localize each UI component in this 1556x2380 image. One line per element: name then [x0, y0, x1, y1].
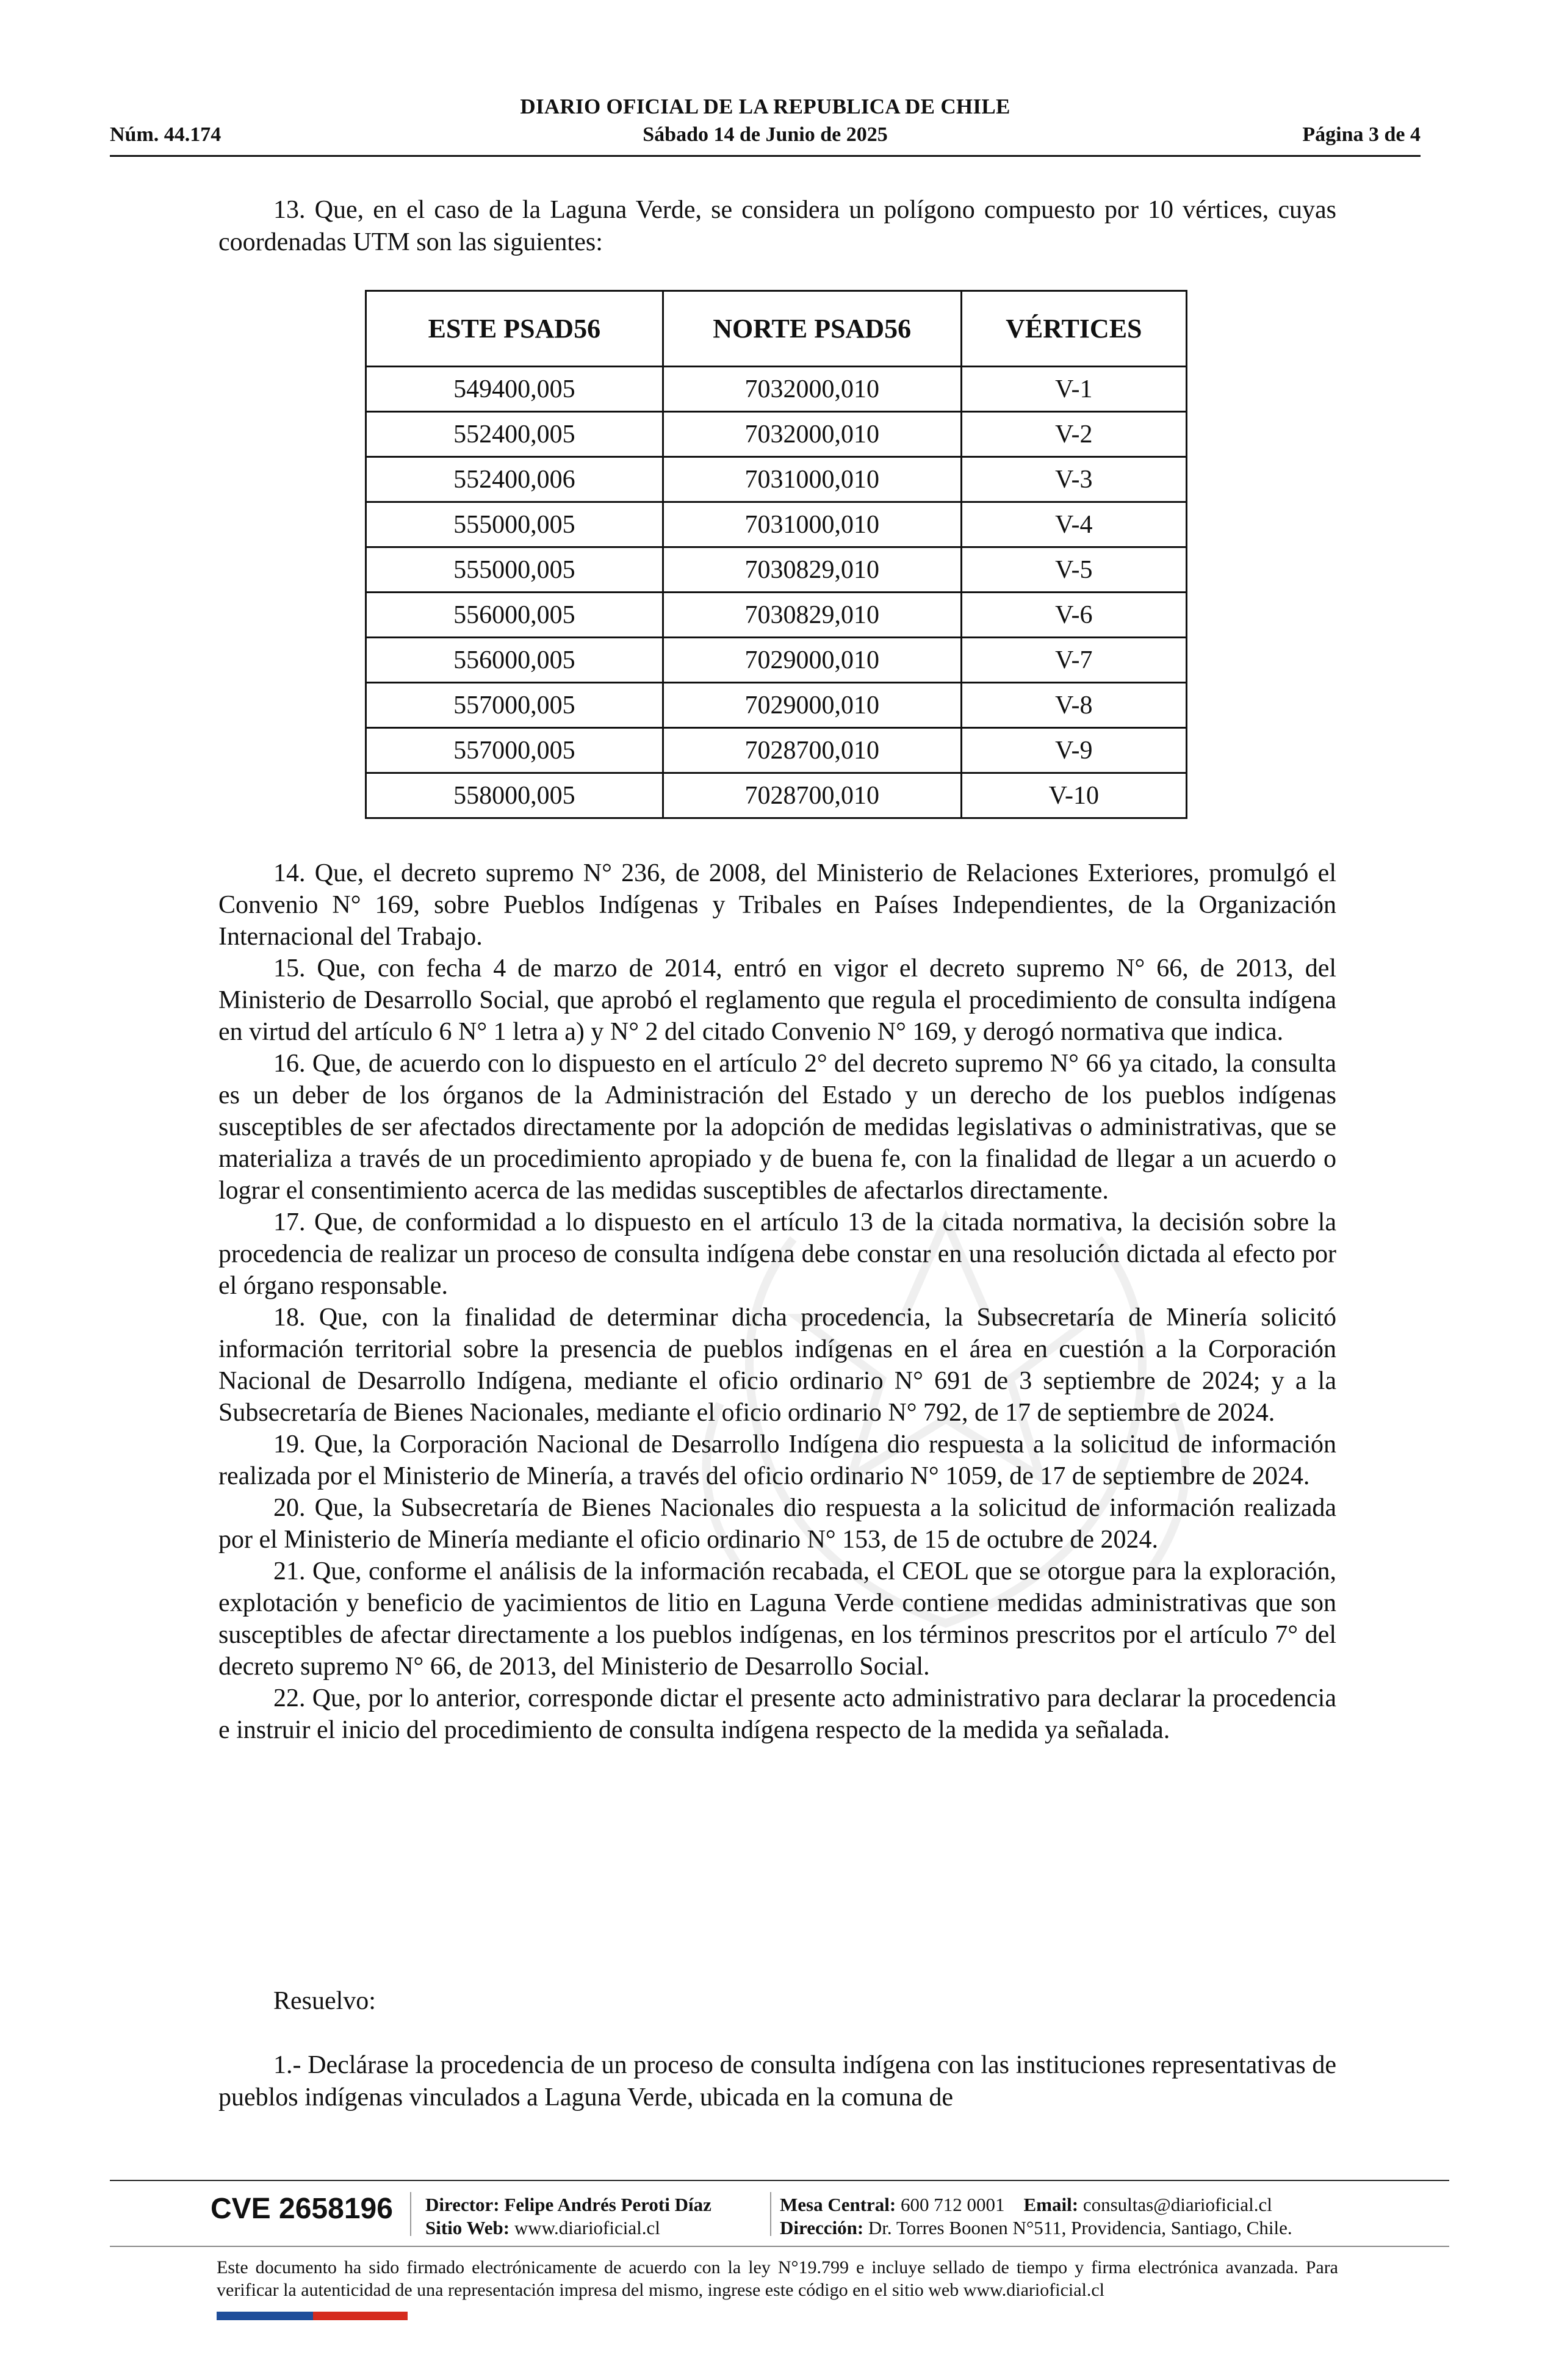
cell-vertice: V-7	[961, 638, 1186, 683]
cell-norte: 7029000,010	[663, 683, 961, 728]
column-header-vertices: VÉRTICES	[961, 291, 1186, 367]
address-text: Dr. Torres Boonen N°511, Providencia, Santiago, Chile.	[868, 2217, 1292, 2238]
considerations-body	[218, 857, 1336, 1746]
table-row	[366, 367, 1187, 412]
table-row	[366, 593, 1187, 638]
cve-code: CVE 2658196	[211, 2193, 393, 2225]
signature-note: Este documento ha sido firmado electrónicamente de acuerdo con la ley N°19.799 e incluye sellado de tiempo y firma electrónica avanzada. Para verificar la autenticidad de una representación impresa del mismo, ingrese este código en el sitio web www.diarioficial.cl	[217, 2257, 1338, 2300]
table-row	[366, 728, 1187, 773]
header-divider	[110, 155, 1421, 157]
cell-este: 557000,005	[366, 683, 663, 728]
paragraph-15: 15. Que, con fecha 4 de marzo de 2014, entró en vigor el decreto supremo N° 66, de 2013, del Ministerio de Desarrollo Social, que aprobó el reglamento que regula el procedimiento de consulta indígena en virtud del artículo 6 N° 1 letra a) y N° 2 del citado Convenio N° 169, y derogó normativa que indica.	[218, 954, 1336, 1046]
paragraph-21: 21. Que, conforme el análisis de la información recabada, el CEOL que se otorgue para la exploración, explotación y beneficio de yacimientos de litio en Laguna Verde contiene medidas administrativas que son susceptibles de afectar directamente a los pueblos indígenas, en los términos prescritos por el artículo 7° del decreto supremo N° 66, de 2013, del Ministerio de Desarrollo Social.	[218, 1557, 1336, 1681]
cell-este: 552400,005	[366, 412, 663, 457]
cell-norte: 7031000,010	[663, 502, 961, 547]
newspaper-title: DIARIO OFICIAL DE LA REPUBLICA DE CHILE	[520, 95, 1010, 118]
paragraph-14: 14. Que, el decreto supremo N° 236, de 2008, del Ministerio de Relaciones Exteriores, promulgó el Convenio N° 169, sobre Pueblos Indígenas y Tribales en Países Independientes, de la Organización Internacional del Trabajo.	[218, 859, 1336, 951]
director-name: Felipe Andrés Peroti Díaz	[504, 2194, 711, 2215]
cell-este: 555000,005	[366, 502, 663, 547]
director-label: Director:	[425, 2194, 500, 2215]
table-row	[366, 547, 1187, 593]
cell-vertice: V-3	[961, 457, 1186, 502]
footer-mid-divider	[110, 2246, 1449, 2247]
footer-separator	[770, 2192, 771, 2236]
paragraph-18: 18. Que, con la finalidad de determinar dicha procedencia, la Subsecretaría de Minería solicitó información territorial sobre la presencia de pueblos indígenas en el área en cuestión a la Corporación Nacional de Desarrollo Indígena, mediante el oficio ordinario N° 691 de 3 septiembre de 2024; y a la Subsecretaría de Bienes Nacionales, mediante el oficio ordinario N° 792, de 17 de septiembre de 2024.	[218, 1304, 1336, 1427]
footer-separator	[410, 2192, 411, 2236]
cell-norte: 7032000,010	[663, 367, 961, 412]
email-link[interactable]: consultas@diarioficial.cl	[1082, 2194, 1272, 2215]
table-row	[366, 457, 1187, 502]
footer-director	[425, 2194, 711, 2216]
address-label: Dirección:	[780, 2217, 864, 2238]
paragraph-20: 20. Que, la Subsecretaría de Bienes Nacionales dio respuesta a la solicitud de información realizada por el Ministerio de Minería mediante el oficio ordinario N° 153, de 15 de octubre de 2024.	[218, 1494, 1336, 1554]
email-label: Email:	[1023, 2194, 1079, 2215]
cell-vertice: V-6	[961, 593, 1186, 638]
paragraph-17: 17. Que, de conformidad a lo dispuesto en el artículo 13 de la citada normativa, la decisión sobre la procedencia de realizar un proceso de consulta indígena debe constar en una resolución dictada al efecto por el órgano responsable.	[218, 1208, 1336, 1300]
cell-vertice: V-9	[961, 728, 1186, 773]
cell-este: 558000,005	[366, 773, 663, 818]
cell-este: 552400,006	[366, 457, 663, 502]
cell-vertice: V-5	[961, 547, 1186, 593]
footer-top-divider	[110, 2180, 1449, 2181]
page-number: Página 3 de 4	[1302, 123, 1421, 146]
footer-contact	[780, 2194, 1272, 2216]
cell-norte: 7031000,010	[663, 457, 961, 502]
utm-coordinates-table	[365, 290, 1187, 819]
table-row	[366, 502, 1187, 547]
cell-este: 549400,005	[366, 367, 663, 412]
table-row	[366, 773, 1187, 818]
cell-norte: 7028700,010	[663, 773, 961, 818]
website-link[interactable]: www.diarioficial.cl	[514, 2217, 660, 2238]
column-header-norte: NORTE PSAD56	[663, 291, 961, 367]
cell-vertice: V-8	[961, 683, 1186, 728]
website-label: Sitio Web:	[425, 2217, 510, 2238]
footer-website	[425, 2217, 660, 2239]
cell-este: 556000,005	[366, 638, 663, 683]
cell-norte: 7029000,010	[663, 638, 961, 683]
cell-este: 557000,005	[366, 728, 663, 773]
paragraph-22: 22. Que, por lo anterior, corresponde dictar el presente acto administrativo para declarar la procedencia e instruir el inicio del procedimiento de consulta indígena respecto de la medida ya señalada.	[218, 1684, 1336, 1744]
issue-number: Núm. 44.174	[110, 123, 222, 146]
column-header-este: ESTE PSAD56	[366, 291, 663, 367]
cell-norte: 7028700,010	[663, 728, 961, 773]
page-header	[110, 95, 1421, 156]
cell-norte: 7030829,010	[663, 547, 961, 593]
resolution-item-1: 1.- Declárase la procedencia de un proceso de consulta indígena con las instituciones representativas de pueblos indígenas vinculados a Laguna Verde, ubicada en la comuna de	[218, 2051, 1336, 2111]
footer-address	[780, 2217, 1292, 2239]
cell-vertice: V-4	[961, 502, 1186, 547]
table-header-row	[366, 291, 1187, 367]
resolution-heading: Resuelvo:	[273, 1987, 376, 2015]
cell-este: 556000,005	[366, 593, 663, 638]
cell-este: 555000,005	[366, 547, 663, 593]
flag-red-stripe	[313, 2312, 408, 2320]
cell-vertice: V-2	[961, 412, 1186, 457]
cell-vertice: V-10	[961, 773, 1186, 818]
cell-norte: 7032000,010	[663, 412, 961, 457]
issue-date: Sábado 14 de Junio de 2025	[643, 123, 888, 146]
paragraph-13: 13. Que, en el caso de la Laguna Verde, se considera un polígono compuesto por 10 vértices, cuyas coordenadas UTM son las siguientes:	[218, 196, 1336, 256]
table-row	[366, 638, 1187, 683]
table-row	[366, 683, 1187, 728]
cell-vertice: V-1	[961, 367, 1186, 412]
mesa-label: Mesa Central:	[780, 2194, 896, 2215]
paragraph-19: 19. Que, la Corporación Nacional de Desarrollo Indígena dio respuesta a la solicitud de información realizada por el Ministerio de Minería, a través del oficio ordinario N° 1059, de 17 de septiembre de 2024.	[218, 1430, 1336, 1490]
cell-norte: 7030829,010	[663, 593, 961, 638]
table-row	[366, 412, 1187, 457]
paragraph-16: 16. Que, de acuerdo con lo dispuesto en el artículo 2° del decreto supremo N° 66 ya citado, la consulta es un deber de los órganos de la Administración del Estado y un derecho de los pueblos indígenas susceptibles de ser afectados directamente por la adopción de medidas legislativas o administrativas, que se materializa a través de un procedimiento apropiado y de buena fe, con la finalidad de llegar a un acuerdo o lograr el consentimiento acerca de las medidas susceptibles de afectarlos directamente.	[218, 1050, 1336, 1205]
flag-blue-stripe	[217, 2312, 313, 2320]
mesa-phone: 600 712 0001	[901, 2194, 1005, 2215]
